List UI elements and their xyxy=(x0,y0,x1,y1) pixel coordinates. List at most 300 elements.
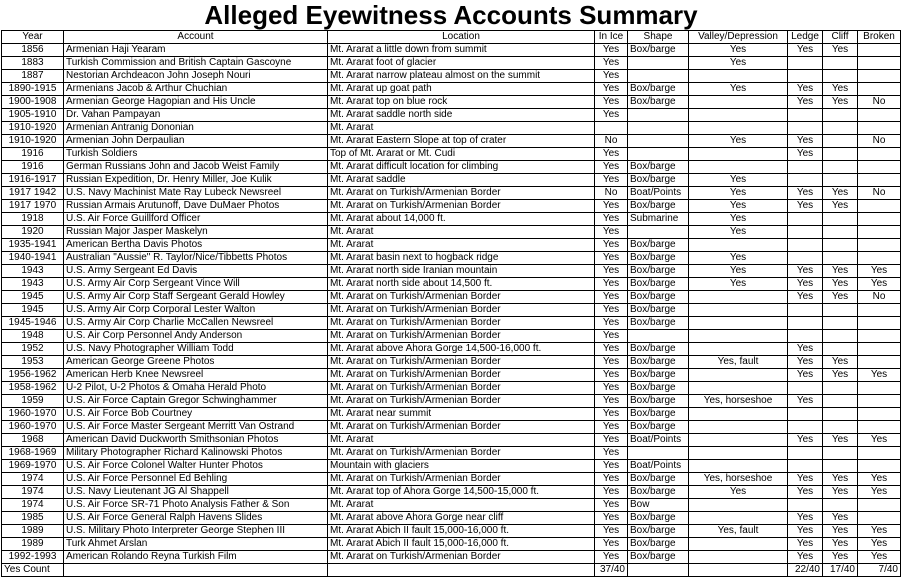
year-cell: 1916 xyxy=(2,161,64,174)
shape-cell: Box/barge xyxy=(628,278,689,291)
year-cell: 1940-1941 xyxy=(2,252,64,265)
page-title: Alleged Eyewitness Accounts Summary xyxy=(204,0,698,30)
year-cell: 1916 xyxy=(2,148,64,161)
location-cell: Mt. Ararat a little down from summit xyxy=(328,44,595,57)
account-cell: U.S. Army Air Corp Corporal Lester Walton xyxy=(64,304,328,317)
in-ice-cell: Yes xyxy=(595,447,628,460)
ledge-cell: Yes xyxy=(788,369,823,382)
table-row xyxy=(2,83,901,96)
cliff-cell: Yes xyxy=(823,434,858,447)
in-ice-cell: Yes xyxy=(595,317,628,330)
broken-count: 7/40 xyxy=(858,564,901,577)
broken-cell: No xyxy=(858,135,901,148)
ledge-cell: Yes xyxy=(788,343,823,356)
cliff-cell xyxy=(823,421,858,434)
ledge-cell: Yes xyxy=(788,96,823,109)
broken-cell xyxy=(858,512,901,525)
location-cell: Mt. Ararat on Turkish/Armenian Border xyxy=(328,369,595,382)
shape-cell: Box/barge xyxy=(628,395,689,408)
valley-cell xyxy=(689,161,788,174)
location-cell: Mt. Ararat on Turkish/Armenian Border xyxy=(328,317,595,330)
cliff-count: 17/40 xyxy=(823,564,858,577)
location-cell: Mt. Ararat above Ahora Gorge 14,500-16,000 ft. xyxy=(328,343,595,356)
account-cell: Turkish Commission and British Captain Gascoyne xyxy=(64,57,328,70)
account-cell: Armenian John Derpaulian xyxy=(64,135,328,148)
in-ice-cell: Yes xyxy=(595,96,628,109)
broken-cell xyxy=(858,317,901,330)
account-cell: Australian "Aussie" R. Taylor/Nice/Tibbetts Photos xyxy=(64,252,328,265)
cliff-cell: Yes xyxy=(823,473,858,486)
shape-cell: Boat/Points xyxy=(628,187,689,200)
cliff-cell: Yes xyxy=(823,291,858,304)
broken-cell xyxy=(858,174,901,187)
account-cell: Russian Major Jasper Maskelyn xyxy=(64,226,328,239)
in-ice-cell: Yes xyxy=(595,330,628,343)
ledge-cell xyxy=(788,460,823,473)
broken-cell xyxy=(858,200,901,213)
in-ice-cell: Yes xyxy=(595,83,628,96)
in-ice-cell: Yes xyxy=(595,395,628,408)
cliff-cell: Yes xyxy=(823,278,858,291)
in-ice-cell: Yes xyxy=(595,174,628,187)
year-cell: 1958-1962 xyxy=(2,382,64,395)
broken-cell xyxy=(858,330,901,343)
in-ice-cell: Yes xyxy=(595,265,628,278)
table-row xyxy=(2,473,901,486)
valley-cell: Yes xyxy=(689,174,788,187)
valley-cell: Yes xyxy=(689,57,788,70)
table-row xyxy=(2,434,901,447)
year-cell: 1968 xyxy=(2,434,64,447)
broken-cell xyxy=(858,460,901,473)
shape-cell xyxy=(628,109,689,122)
valley-cell xyxy=(689,330,788,343)
valley-cell xyxy=(689,109,788,122)
yes-count-row xyxy=(2,564,901,577)
location-cell: Mt. Ararat north side Iranian mountain xyxy=(328,265,595,278)
location-cell: Top of Mt. Ararat or Mt. Cudi xyxy=(328,148,595,161)
location-cell: Mt. Ararat foot of glacier xyxy=(328,57,595,70)
valley-cell: Yes, horseshoe xyxy=(689,395,788,408)
in-ice-cell: Yes xyxy=(595,486,628,499)
account-cell: Nestorian Archdeacon John Joseph Nouri xyxy=(64,70,328,83)
footer-empty-cell xyxy=(689,564,788,577)
ledge-cell: Yes xyxy=(788,525,823,538)
shape-cell xyxy=(628,135,689,148)
location-cell: Mt. Ararat about 14,000 ft. xyxy=(328,213,595,226)
location-cell: Mt. Ararat xyxy=(328,122,595,135)
cliff-cell xyxy=(823,343,858,356)
year-cell: 1985 xyxy=(2,512,64,525)
cliff-cell xyxy=(823,57,858,70)
location-cell: Mt. Ararat on Turkish/Armenian Border xyxy=(328,421,595,434)
account-cell: German Russians John and Jacob Weist Family xyxy=(64,161,328,174)
in-ice-cell: Yes xyxy=(595,525,628,538)
in-ice-cell: Yes xyxy=(595,161,628,174)
account-cell: Armenians Jacob & Arthur Chuchian xyxy=(64,83,328,96)
ledge-cell: Yes xyxy=(788,395,823,408)
cliff-cell xyxy=(823,330,858,343)
ledge-cell xyxy=(788,122,823,135)
table-row xyxy=(2,486,901,499)
in-ice-cell: Yes xyxy=(595,499,628,512)
accounts-table xyxy=(1,30,901,577)
shape-cell: Box/barge xyxy=(628,252,689,265)
shape-cell: Box/barge xyxy=(628,343,689,356)
account-cell: U.S. Air Force Bob Courtney xyxy=(64,408,328,421)
ledge-cell xyxy=(788,70,823,83)
footer-empty-cell xyxy=(64,564,328,577)
ledge-cell: Yes xyxy=(788,265,823,278)
year-cell: 1960-1970 xyxy=(2,408,64,421)
table-row xyxy=(2,304,901,317)
year-cell: 1856 xyxy=(2,44,64,57)
valley-cell xyxy=(689,148,788,161)
in-ice-cell: No xyxy=(595,135,628,148)
shape-cell: Box/barge xyxy=(628,421,689,434)
location-cell: Mt. Ararat top on blue rock xyxy=(328,96,595,109)
cliff-cell xyxy=(823,213,858,226)
location-cell: Mt. Ararat narrow plateau almost on the summit xyxy=(328,70,595,83)
valley-cell xyxy=(689,551,788,564)
year-cell: 1945-1946 xyxy=(2,317,64,330)
table-row xyxy=(2,525,901,538)
ledge-cell: Yes xyxy=(788,486,823,499)
in-ice-cell: Yes xyxy=(595,460,628,473)
year-cell: 1943 xyxy=(2,265,64,278)
valley-cell xyxy=(689,96,788,109)
location-cell: Mt. Ararat xyxy=(328,239,595,252)
valley-cell: Yes, fault xyxy=(689,525,788,538)
account-cell: U-2 Pilot, U-2 Photos & Omaha Herald Photo xyxy=(64,382,328,395)
shape-cell: Box/barge xyxy=(628,382,689,395)
ledge-cell xyxy=(788,330,823,343)
header-shape: Shape xyxy=(628,31,689,44)
table-row xyxy=(2,330,901,343)
location-cell: Mt. Ararat up goat path xyxy=(328,83,595,96)
table-row xyxy=(2,447,901,460)
shape-cell: Box/barge xyxy=(628,161,689,174)
in-ice-cell: Yes xyxy=(595,213,628,226)
year-cell: 1948 xyxy=(2,330,64,343)
broken-cell xyxy=(858,44,901,57)
year-cell: 1974 xyxy=(2,499,64,512)
account-cell: U.S. Air Force SR-71 Photo Analysis Father & Son xyxy=(64,499,328,512)
year-cell: 1989 xyxy=(2,525,64,538)
ledge-cell xyxy=(788,109,823,122)
account-cell: American Rolando Reyna Turkish Film xyxy=(64,551,328,564)
in-ice-cell: Yes xyxy=(595,356,628,369)
valley-cell xyxy=(689,538,788,551)
shape-cell xyxy=(628,148,689,161)
valley-cell: Yes xyxy=(689,226,788,239)
table-row xyxy=(2,278,901,291)
ledge-cell xyxy=(788,317,823,330)
table-row xyxy=(2,551,901,564)
location-cell: Mt. Ararat Abich II fault 15,000-16,000 ft. xyxy=(328,525,595,538)
account-cell: U.S. Army Air Corp Staff Sergeant Gerald Howley xyxy=(64,291,328,304)
table-row xyxy=(2,499,901,512)
account-cell: U.S. Navy Machinist Mate Ray Lubeck Newsreel xyxy=(64,187,328,200)
header-broken: Broken xyxy=(858,31,901,44)
table-row xyxy=(2,356,901,369)
shape-cell: Box/barge xyxy=(628,291,689,304)
location-cell: Mt. Ararat saddle north side xyxy=(328,109,595,122)
table-row xyxy=(2,174,901,187)
location-cell: Mt. Ararat on Turkish/Armenian Border xyxy=(328,304,595,317)
location-cell: Mt. Ararat on Turkish/Armenian Border xyxy=(328,200,595,213)
account-cell: U.S. Army Sergeant Ed Davis xyxy=(64,265,328,278)
account-cell: Turk Ahmet Arslan xyxy=(64,538,328,551)
year-cell: 1956-1962 xyxy=(2,369,64,382)
year-cell: 1953 xyxy=(2,356,64,369)
shape-cell: Box/barge xyxy=(628,317,689,330)
broken-cell: Yes xyxy=(858,473,901,486)
broken-cell xyxy=(858,213,901,226)
broken-cell xyxy=(858,239,901,252)
table-row xyxy=(2,57,901,70)
ledge-cell xyxy=(788,499,823,512)
account-cell: U.S. Air Force Colonel Walter Hunter Photos xyxy=(64,460,328,473)
in-ice-cell: Yes xyxy=(595,200,628,213)
cliff-cell: Yes xyxy=(823,187,858,200)
cliff-cell: Yes xyxy=(823,512,858,525)
cliff-cell xyxy=(823,109,858,122)
ledge-cell: Yes xyxy=(788,44,823,57)
year-cell: 1992-1993 xyxy=(2,551,64,564)
location-cell: Mt. Ararat on Turkish/Armenian Border xyxy=(328,447,595,460)
account-cell: U.S. Navy Photographer William Todd xyxy=(64,343,328,356)
table-row xyxy=(2,109,901,122)
cliff-cell: Yes xyxy=(823,265,858,278)
shape-cell: Box/barge xyxy=(628,408,689,421)
broken-cell xyxy=(858,148,901,161)
account-cell: Armenian Haji Yearam xyxy=(64,44,328,57)
shape-cell: Box/barge xyxy=(628,473,689,486)
ledge-cell xyxy=(788,174,823,187)
header-account: Account xyxy=(64,31,328,44)
table-row xyxy=(2,226,901,239)
location-cell: Mt. Ararat xyxy=(328,226,595,239)
shape-cell xyxy=(628,70,689,83)
broken-cell xyxy=(858,382,901,395)
cliff-cell: Yes xyxy=(823,44,858,57)
broken-cell xyxy=(858,83,901,96)
valley-cell xyxy=(689,304,788,317)
year-cell: 1883 xyxy=(2,57,64,70)
cliff-cell: Yes xyxy=(823,369,858,382)
broken-cell xyxy=(858,499,901,512)
year-cell: 1959 xyxy=(2,395,64,408)
table-row xyxy=(2,317,901,330)
broken-cell xyxy=(858,447,901,460)
ledge-cell xyxy=(788,252,823,265)
shape-cell: Box/barge xyxy=(628,239,689,252)
shape-cell: Bow xyxy=(628,499,689,512)
shape-cell: Box/barge xyxy=(628,96,689,109)
header-row xyxy=(2,31,901,44)
in-ice-cell: Yes xyxy=(595,551,628,564)
location-cell: Mt. Ararat near summit xyxy=(328,408,595,421)
year-cell: 1918 xyxy=(2,213,64,226)
header-year: Year xyxy=(2,31,64,44)
in-ice-cell: Yes xyxy=(595,278,628,291)
shape-cell: Boat/Points xyxy=(628,434,689,447)
cliff-cell: Yes xyxy=(823,200,858,213)
location-cell: Mt. Ararat on Turkish/Armenian Border xyxy=(328,291,595,304)
table-row xyxy=(2,408,901,421)
account-cell: American David Duckworth Smithsonian Photos xyxy=(64,434,328,447)
cliff-cell: Yes xyxy=(823,525,858,538)
year-cell: 1952 xyxy=(2,343,64,356)
shape-cell xyxy=(628,57,689,70)
valley-cell: Yes xyxy=(689,200,788,213)
shape-cell: Box/barge xyxy=(628,83,689,96)
cliff-cell: Yes xyxy=(823,96,858,109)
broken-cell xyxy=(858,226,901,239)
table-row xyxy=(2,252,901,265)
broken-cell xyxy=(858,421,901,434)
cliff-cell xyxy=(823,161,858,174)
valley-cell: Yes xyxy=(689,213,788,226)
shape-cell: Box/barge xyxy=(628,369,689,382)
shape-cell: Submarine xyxy=(628,213,689,226)
broken-cell: No xyxy=(858,291,901,304)
location-cell: Mt. Ararat on Turkish/Armenian Border xyxy=(328,330,595,343)
broken-cell xyxy=(858,109,901,122)
valley-cell: Yes xyxy=(689,187,788,200)
account-cell: Dr. Vahan Pampayan xyxy=(64,109,328,122)
shape-cell: Box/barge xyxy=(628,304,689,317)
broken-cell xyxy=(858,356,901,369)
cliff-cell xyxy=(823,174,858,187)
location-cell: Mt. Ararat on Turkish/Armenian Border xyxy=(328,395,595,408)
valley-cell xyxy=(689,460,788,473)
cliff-cell: Yes xyxy=(823,551,858,564)
shape-cell: Box/barge xyxy=(628,265,689,278)
shape-cell: Box/barge xyxy=(628,44,689,57)
year-cell: 1969-1970 xyxy=(2,460,64,473)
ledge-cell: Yes xyxy=(788,148,823,161)
broken-cell xyxy=(858,57,901,70)
valley-cell xyxy=(689,369,788,382)
valley-cell: Yes, fault xyxy=(689,356,788,369)
broken-cell xyxy=(858,304,901,317)
location-cell: Mt. Ararat on Turkish/Armenian Border xyxy=(328,551,595,564)
year-cell: 1917 1970 xyxy=(2,200,64,213)
table-row xyxy=(2,148,901,161)
account-cell: American Bertha Davis Photos xyxy=(64,239,328,252)
shape-cell xyxy=(628,447,689,460)
ledge-cell: Yes xyxy=(788,356,823,369)
year-cell: 1905-1910 xyxy=(2,109,64,122)
broken-cell xyxy=(858,252,901,265)
ledge-cell xyxy=(788,239,823,252)
table-row xyxy=(2,70,901,83)
shape-cell: Box/barge xyxy=(628,356,689,369)
footer-empty-cell xyxy=(328,564,595,577)
in-ice-cell: Yes xyxy=(595,291,628,304)
shape-cell xyxy=(628,122,689,135)
table-row xyxy=(2,187,901,200)
table-row xyxy=(2,135,901,148)
valley-cell xyxy=(689,512,788,525)
year-cell: 1920 xyxy=(2,226,64,239)
ledge-cell: Yes xyxy=(788,473,823,486)
table-row xyxy=(2,96,901,109)
location-cell: Mt. Ararat difficult location for climbing xyxy=(328,161,595,174)
account-cell: U.S. Air Force Guillford Officer xyxy=(64,213,328,226)
cliff-cell: Yes xyxy=(823,486,858,499)
cliff-cell xyxy=(823,252,858,265)
in-ice-cell: Yes xyxy=(595,512,628,525)
year-cell: 1945 xyxy=(2,291,64,304)
location-cell: Mt. Ararat Abich II fault 15,000-16,000 ft. xyxy=(328,538,595,551)
in-ice-cell: Yes xyxy=(595,304,628,317)
shape-cell: Boat/Points xyxy=(628,460,689,473)
cliff-cell xyxy=(823,460,858,473)
year-cell: 1935-1941 xyxy=(2,239,64,252)
broken-cell xyxy=(858,122,901,135)
in-ice-cell: Yes xyxy=(595,473,628,486)
valley-cell xyxy=(689,434,788,447)
shape-cell: Box/barge xyxy=(628,512,689,525)
table-row xyxy=(2,343,901,356)
yes-count-label: Yes Count xyxy=(2,564,64,577)
in-ice-cell: Yes xyxy=(595,382,628,395)
valley-cell xyxy=(689,122,788,135)
broken-cell: Yes xyxy=(858,486,901,499)
ledge-cell: Yes xyxy=(788,278,823,291)
year-cell: 1960-1970 xyxy=(2,421,64,434)
ledge-cell: Yes xyxy=(788,538,823,551)
year-cell: 1974 xyxy=(2,473,64,486)
year-cell: 1917 1942 xyxy=(2,187,64,200)
ledge-cell xyxy=(788,226,823,239)
shape-cell xyxy=(628,226,689,239)
table-row xyxy=(2,460,901,473)
ledge-cell xyxy=(788,304,823,317)
in-ice-count: 37/40 xyxy=(595,564,628,577)
ledge-cell: Yes xyxy=(788,551,823,564)
account-cell: U.S. Air Force General Ralph Havens Slides xyxy=(64,512,328,525)
cliff-cell: Yes xyxy=(823,538,858,551)
ledge-cell: Yes xyxy=(788,512,823,525)
shape-cell xyxy=(628,330,689,343)
shape-cell: Box/barge xyxy=(628,486,689,499)
account-cell: U.S. Air Force Captain Gregor Schwinghammer xyxy=(64,395,328,408)
table-row xyxy=(2,369,901,382)
cliff-cell xyxy=(823,408,858,421)
in-ice-cell: Yes xyxy=(595,57,628,70)
year-cell: 1989 xyxy=(2,538,64,551)
account-cell: Armenian George Hagopian and His Uncle xyxy=(64,96,328,109)
broken-cell xyxy=(858,343,901,356)
account-cell: U.S. Army Air Corp Sergeant Vince Will xyxy=(64,278,328,291)
in-ice-cell: Yes xyxy=(595,421,628,434)
location-cell: Mt. Ararat on Turkish/Armenian Border xyxy=(328,187,595,200)
ledge-cell xyxy=(788,161,823,174)
account-cell: U.S. Air Force Master Sergeant Merritt Van Ostrand xyxy=(64,421,328,434)
account-cell: Russian Armais Arutunoff, Dave DuMaer Photos xyxy=(64,200,328,213)
ledge-cell xyxy=(788,421,823,434)
in-ice-cell: Yes xyxy=(595,226,628,239)
ledge-cell xyxy=(788,408,823,421)
cliff-cell: Yes xyxy=(823,83,858,96)
ledge-cell: Yes xyxy=(788,187,823,200)
location-cell: Mt. Ararat above Ahora Gorge near cliff xyxy=(328,512,595,525)
account-cell: American Herb Knee Newsreel xyxy=(64,369,328,382)
